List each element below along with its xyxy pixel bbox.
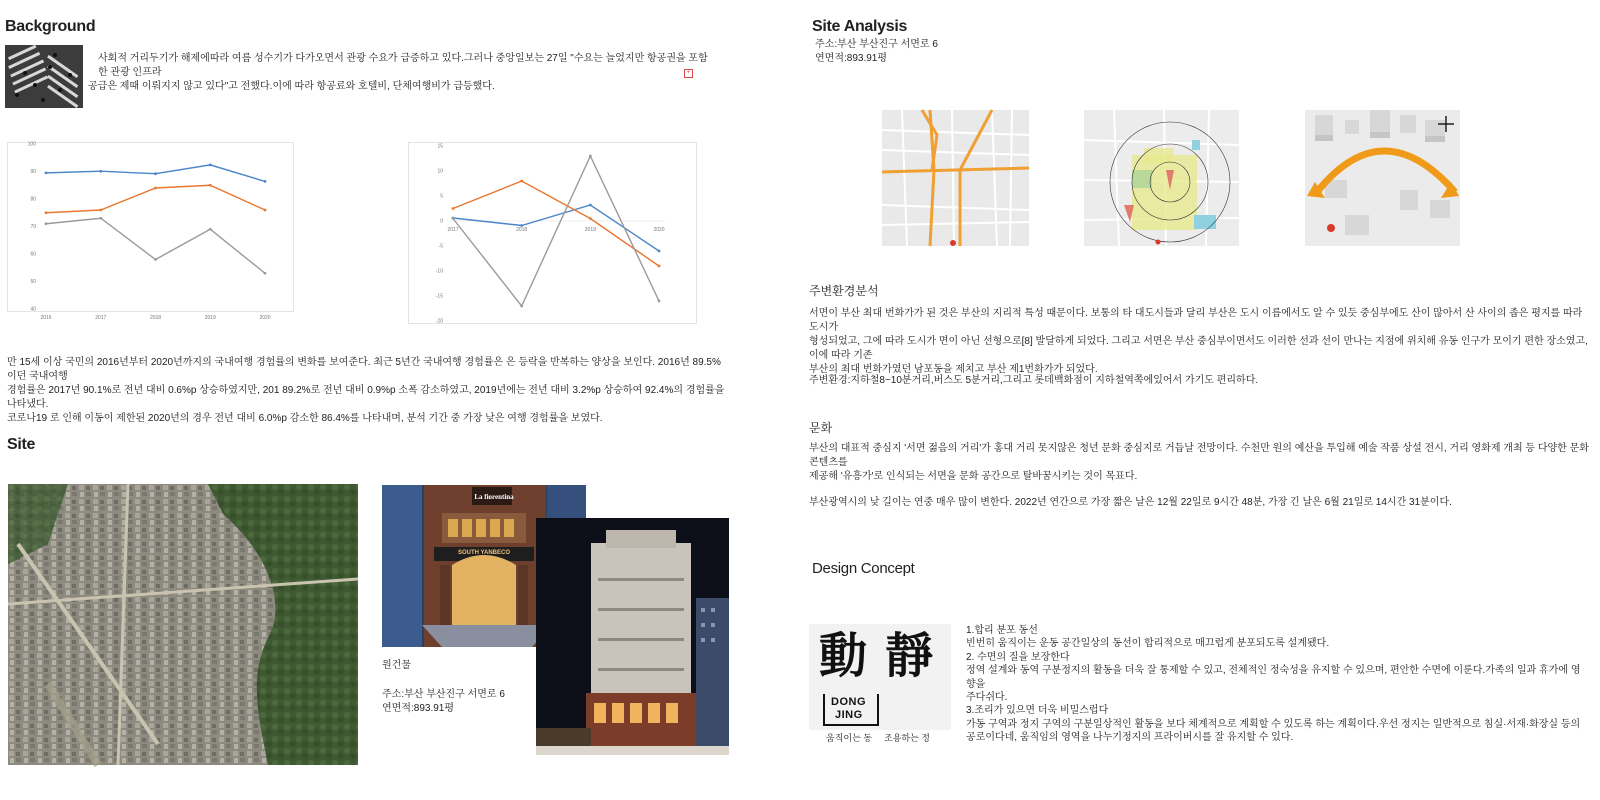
data-point (45, 222, 48, 225)
y-tick-label: -10 (435, 268, 443, 275)
summary-line: 경험률은 2017년 90.1%로 전년 대비 0.6%p 상승하였지만, 201 89.2%로 전년 대비 0.9%p 소폭 감소하였고, 2019년에는 전년 대비 3.2%p 상승하여 92.4%의 경험률을 나타냈다. (7, 385, 725, 410)
background-paragraph-line: 사회적 거리두기가 해제에따라 여름 성수기가 다가오면서 관광 수요가 급증하고 있다.그러나 중앙일보는 27일 "수요는 늘었지만 항공권을 포함한 관광 인프라 (98, 53, 708, 78)
data-point (209, 184, 212, 187)
data-point (589, 155, 592, 158)
flow-arrow-map (1305, 110, 1460, 246)
data-point (99, 209, 102, 212)
x-tick-label: 2018 (149, 315, 162, 321)
summary-line: 만 15세 이상 국민의 2016년부터 2020년까지의 국내여행 경험률의 변화를 보여준다. 최근 5년간 국내여행 경험률은 은 등락을 반복하는 양상을 보인다. 2016년 89.5%이던 국내여행 (7, 357, 721, 382)
concept-point-text: 공로이다네, 움직임의 영역을 나누기정지의 프라이버시를 잘 유지할 수 있다. (966, 732, 1294, 744)
x-tick-label: 2016 (40, 315, 52, 321)
x-tick-label: 2018 (516, 227, 528, 233)
culture-line: 부산의 대표적 중심지 '서면 젊음의 거리'가 홍대 거리 못지않은 청년 문화 중심지로 거듭날 전망이다. 수천만 원의 예산을 투입해 예술 작품 상설 전시, 거리 영화제 개최 등 다양한 문화 콘텐츠를 (809, 443, 1589, 468)
y-tick-label: 50 (30, 279, 36, 285)
data-point (45, 171, 48, 174)
y-tick-label: -15 (435, 293, 443, 300)
environment-line: 서면이 부산 최대 번화가가 된 것은 부산의 지리적 특성 때문이다. 보통의 타 대도시들과 달리 부산은 도시 이름에서도 알 수 있듯 중심부에도 산이 많아서 산 사이의 좁은 평지를 따라 도시가 (809, 308, 1583, 333)
data-point (154, 258, 157, 261)
travel-change-chart (408, 142, 697, 324)
data-point (209, 164, 212, 167)
background-paragraph (88, 52, 708, 94)
x-tick-label: 2019 (584, 227, 596, 233)
x-tick-label: 2019 (204, 315, 216, 321)
culture-text (809, 442, 1589, 484)
data-point (154, 172, 157, 175)
x-tick-label: 2020 (653, 227, 665, 233)
concept-point-text: 정역 설계와 동역 구분정지의 활동을 더욱 잘 통제할 수 있고, 전체적인 정숙성을 유지할 수 있으며, 편안한 수면에 이룬다.가족의 일과 휴가에 영향을 (966, 665, 1581, 690)
data-point (658, 250, 661, 253)
data-point (520, 224, 523, 227)
concept-point-text: 빈번히 움직이는 운동 공간일상의 동선이 합리적으로 매끄럽게 분포되도록 설계됐다. (966, 638, 1330, 650)
y-tick-label: 70 (30, 224, 36, 230)
sign-la-fiorentina: La fiorentina (474, 493, 514, 501)
transport-text: 주변환경:지하철8~10분거리,버스도 5분거리,그리고 롯데백화점이 지하철역쪽에있어서 가기도 편리하다. (809, 375, 1259, 386)
data-point (520, 180, 523, 183)
environment-line: 형성되었고, 그에 따라 도시가 면이 아닌 선형으로[8] 발달하게 되었다. 그리고 서면은 부산 중심부이면서도 이러한 선과 선이 만나는 지점에 위치해 유동 인구가 모이기 편한 장소였고, 이에 따라 기존 (809, 336, 1588, 361)
sign-south-yanbeco: SOUTH YANBECO (457, 550, 510, 556)
concept-point-title: 3.조리가 있으면 더욱 비밀스럽다 (966, 705, 1109, 717)
daylight-text: 부산광역시의 낮 길이는 연중 매우 많이 변한다. 2022년 연간으로 가장 짧은 날은 12월 22일로 9시간 48분, 가장 긴 날은 6월 21일로 14시간 31분이다. (809, 497, 1452, 508)
building-photo-night (536, 518, 729, 755)
data-point (452, 217, 455, 220)
data-point (658, 265, 661, 268)
series-line (46, 218, 265, 273)
jing-label: JING (835, 709, 863, 721)
y-tick-label: 0 (440, 218, 443, 225)
series-line (453, 181, 659, 266)
jing-character: 靜 (885, 628, 934, 684)
site-building-label: 원건물 (382, 660, 411, 671)
concept-point-text: 가동 구역과 정지 구역의 구분일상적인 활동을 보다 체계적으로 계획할 수 있도록 하는 계획이다.우선 정지는 일반적으로 침실·서재·화장실 등의 (966, 718, 1581, 730)
design-concept-title: Design Concept (812, 560, 915, 577)
culture-title: 문화 (809, 421, 833, 435)
y-tick-label: 60 (30, 251, 36, 258)
data-point (45, 211, 48, 214)
x-tick-label: 2020 (259, 315, 271, 321)
dong-jing-logo (809, 624, 951, 730)
x-tick-label: 2017 (447, 227, 459, 233)
site-analysis-title: Site Analysis (812, 18, 908, 35)
culture-line: 제공해 '유흥가'로 인식되는 서면을 문화 공간으로 탈바꿈시키는 것이 목표다. (809, 471, 1138, 482)
travel-rate-chart (7, 141, 294, 321)
background-title: Background (5, 18, 96, 35)
satellite-map (8, 484, 358, 765)
data-point (264, 209, 267, 212)
data-point (99, 217, 102, 220)
y-tick-label: -20 (435, 318, 443, 325)
data-point (452, 207, 455, 210)
crosswalk-photo (5, 45, 83, 108)
plus-square-icon[interactable]: + (684, 69, 693, 78)
data-point (264, 272, 267, 275)
dong-caption: 움직이는 동 (826, 733, 872, 743)
data-point (264, 180, 267, 183)
travel-change-chart-svg (409, 143, 696, 323)
travel-rate-chart-svg (8, 141, 293, 321)
data-point (520, 305, 523, 308)
dong-character: 動 (819, 628, 868, 684)
site-title: Site (7, 436, 36, 453)
background-paragraph-line: 공급은 제때 이뤄지지 않고 있다"고 전했다.이에 따라 항공료와 호텔비, 단체여행비가 급등했다. (88, 81, 495, 92)
road-network-map (882, 110, 1029, 246)
environment-line: 부산의 최대 번화가였던 남포동을 제치고 부산 제1번화가가 되었다. (809, 364, 1098, 375)
dong-label: DONG (831, 696, 866, 708)
data-point (99, 170, 102, 173)
y-tick-label: 5 (440, 193, 443, 200)
site-analysis-area: 연면적:893.91평 (815, 53, 888, 64)
environment-analysis-title: 주변환경분석 (809, 284, 879, 298)
data-point (589, 204, 592, 207)
environment-analysis-text (809, 307, 1589, 377)
y-tick-label: 40 (30, 306, 36, 313)
zoning-radius-map (1084, 110, 1239, 246)
design-concept-points (966, 624, 1586, 745)
concept-point-title: 1.합리 분포 동선 (966, 625, 1038, 636)
site-area: 연면적:893.91평 (382, 703, 455, 714)
summary-line: 코로나19 로 인해 이동이 제한된 2020년의 경우 전년 대비 6.0%p 감소한 86.4%를 나타내며, 분석 기간 중 가장 낮은 여행 경험률을 보였다. (7, 413, 603, 424)
site-address: 주소:부산 부산진구 서면로 6 (382, 689, 505, 700)
data-point (589, 217, 592, 220)
data-point (658, 300, 661, 303)
y-tick-label: 100 (27, 141, 36, 148)
x-tick-label: 2017 (95, 315, 107, 321)
background-summary (7, 356, 727, 426)
concept-point-text: 주다쉬다. (966, 692, 1008, 704)
y-tick-label: 80 (30, 196, 36, 203)
data-point (154, 187, 157, 190)
concept-point-title: 2. 수면의 질을 보장한다 (966, 651, 1070, 663)
site-analysis-address: 주소:부산 부산진구 서면로 6 (815, 39, 938, 50)
y-tick-label: 10 (437, 168, 443, 175)
jing-caption: 조용하는 정 (884, 733, 930, 743)
y-tick-label: -5 (438, 243, 443, 250)
y-tick-label: 15 (437, 143, 443, 150)
data-point (209, 228, 212, 231)
y-tick-label: 90 (30, 169, 36, 175)
